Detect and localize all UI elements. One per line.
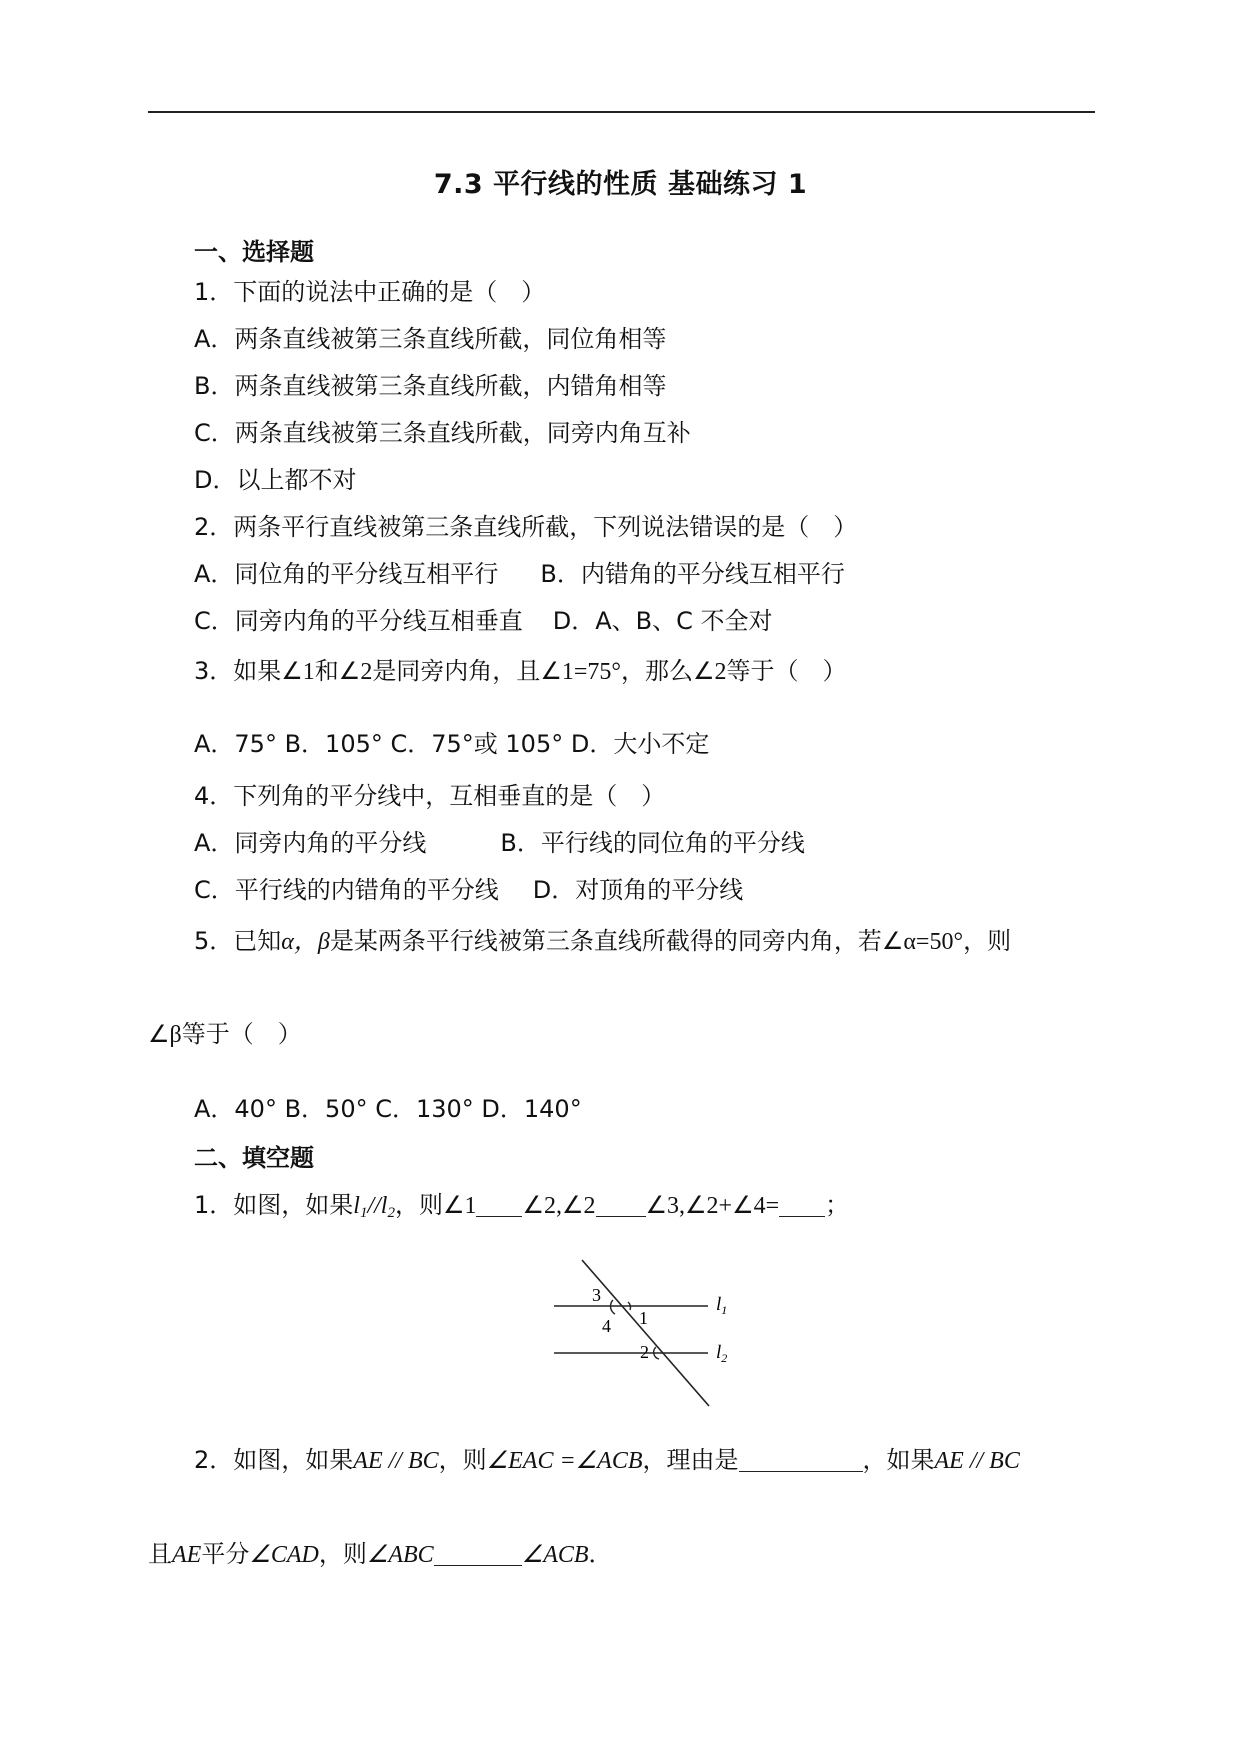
fig-label-2: 2 [640,1342,649,1362]
fig-label-l1: $l_1$ [716,1294,728,1317]
section-heading-choice: 一、选择题 [194,238,314,266]
q1-option-b: B．两条直线被第三条直线所截，内错角相等 [194,372,667,400]
q1-option-d: D．以上都不对 [194,466,357,494]
q4-options-cd [194,873,743,907]
angle-arc-3 [611,1300,615,1314]
q2-options-ab [194,557,845,591]
q5-options: A．40° B．50° C．130° D．140° [194,1095,582,1123]
q3-angle-1: ∠1 [281,659,315,685]
q2-stem: 2．两条平行直线被第三条直线所截，下列说法错误的是（ ） [194,513,858,541]
q5-stem-cont: ∠β等于（ ） [148,1020,302,1048]
q3-angle-value: ∠1=75° [540,659,621,685]
q3-stem: 3．如果∠1和∠2是同旁内角，且∠1=75°，那么∠2等于（ ） [194,657,847,685]
q2-option-c: C．同旁内角的平分线互相垂直 [194,607,523,635]
q4-stem: 4．下列角的平分线中，互相垂直的是（ ） [194,782,666,810]
parallel-lines-figure [540,1258,760,1408]
q1-option-a: A．两条直线被第三条直线所截，同位角相等 [194,325,667,353]
fig-label-1: 1 [639,1308,648,1328]
q3-angle-2: ∠2 [338,659,373,685]
q5-angle-beta: ∠β [148,1022,182,1048]
fig-label-l2: $l_2$ [716,1342,728,1365]
fig-label-3: 3 [592,1285,601,1305]
f1-blank-2[interactable] [596,1192,646,1217]
q1-stem: 1．下面的说法中正确的是（ ） [194,278,546,306]
page-title: 7.3 平行线的性质 基础练习 1 [433,169,808,200]
q4-option-d: D．对顶角的平分线 [532,876,744,904]
q2-options-cd [194,604,773,638]
q5-alpha-beta: α，β [281,929,330,955]
q2-option-d: D．A、B、C 不全对 [552,607,773,635]
f2-angle-eq: ∠EAC =∠ACB [486,1448,643,1474]
f1-blank-3[interactable] [779,1192,825,1217]
q3-options: A．75° B．105° C．75°或 105° D．大小不定 [194,730,710,758]
f1-stem: 1．如图，如果$l_1//l_2$，则∠1 ∠2,∠2 ∠3,∠2+∠4= ； [194,1191,850,1221]
header-rule [148,111,1095,113]
q4-option-b: B．平行线的同位角的平分线 [500,829,805,857]
q3-angle-2b: ∠2 [692,659,727,685]
q5-angle-alpha: ∠α=50° [881,929,964,955]
q2-option-a: A．同位角的平分线互相平行 [194,560,499,588]
q4-options-ab [194,826,805,860]
q4-option-a: A．同旁内角的平分线 [194,829,427,857]
q5-stem: 5．已知α，β是某两条平行线被第三条直线所截得的同旁内角，若∠α=50°，则 [194,927,1012,955]
f2-parallel-2: AE // BC [934,1448,1020,1474]
f1-blank-1[interactable] [476,1192,522,1217]
section-heading-fill: 二、填空题 [194,1144,314,1172]
f2-blank-reason[interactable] [739,1447,863,1472]
fig-label-4: 4 [602,1316,611,1336]
f2-stem-cont: 且AE平分∠CAD，则∠ABC ∠ACB． [148,1540,613,1568]
f1-parallel: $l_1//l_2$ [353,1193,395,1221]
f2-parallel-1: AE // BC [353,1448,439,1474]
q4-option-c: C．平行线的内错角的平分线 [194,876,499,904]
q1-option-c: C．两条直线被第三条直线所截，同旁内角互补 [194,419,691,447]
q2-option-b: B．内错角的平分线互相平行 [540,560,845,588]
f2-blank-compare[interactable] [434,1541,522,1566]
f2-stem: 2．如图，如果AE // BC，则∠EAC =∠ACB，理由是 ，如果AE // BC [194,1446,1020,1474]
